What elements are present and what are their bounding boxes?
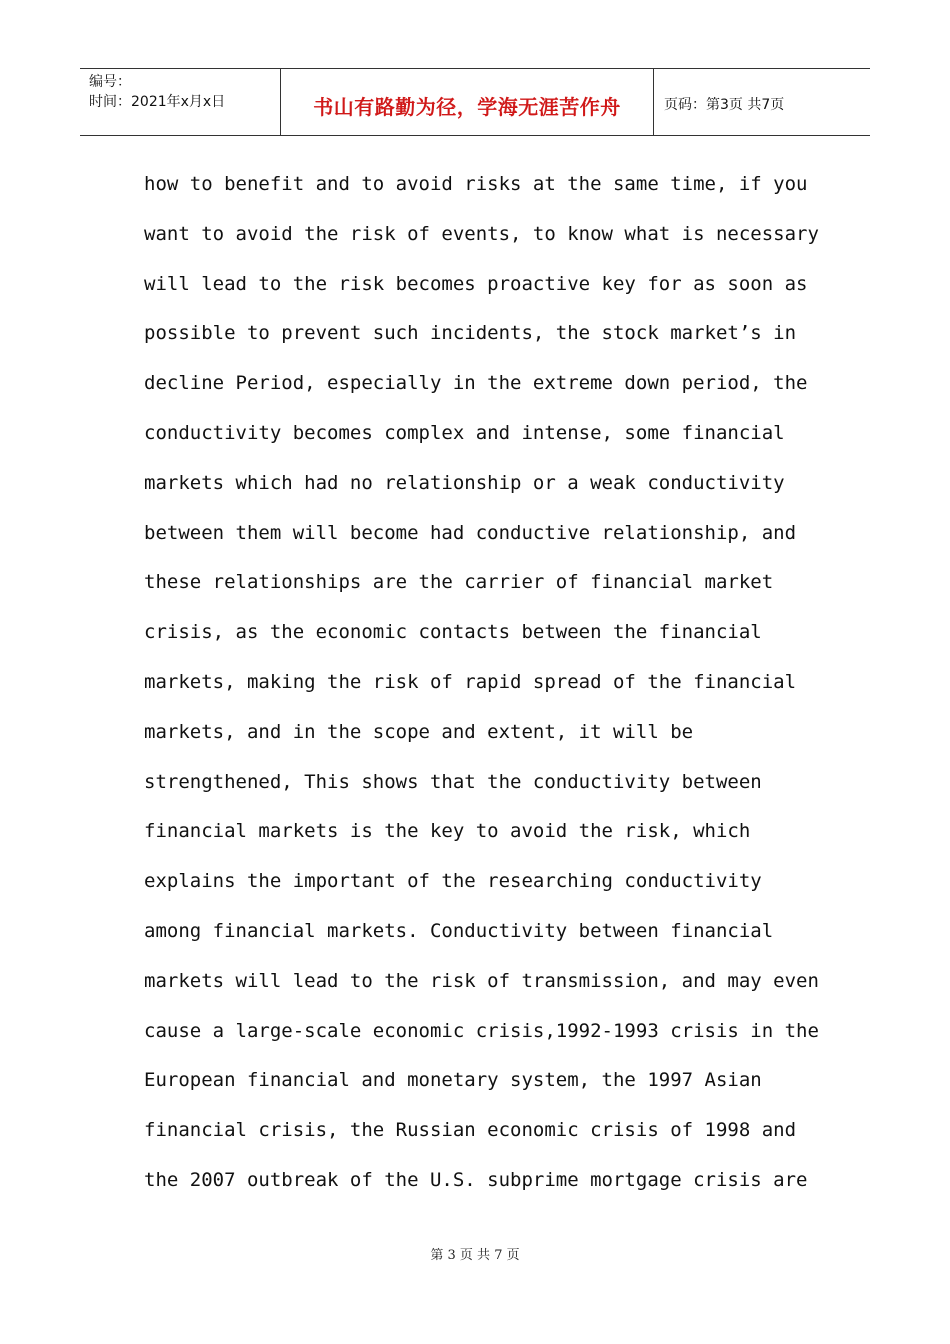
body-line: these relationships are the carrier of financial market <box>144 571 774 594</box>
body-line: European financial and monetary system, the 1997 Asian <box>144 1069 762 1092</box>
page-footer: 第 3 页 共 7 页 <box>430 1248 520 1263</box>
body-line: conductivity becomes complex and intense, some financial <box>144 421 785 444</box>
body-line: the 2007 outbreak of the U.S. subprime mortgage crisis are <box>144 1168 808 1191</box>
header-meta <box>80 69 281 135</box>
body-line: strengthened, This shows that the conductivity between <box>144 770 762 793</box>
body-line: financial markets is the key to avoid the risk, which <box>144 820 751 843</box>
document-date: 时间：2021年x月x日 <box>89 94 226 110</box>
page-header <box>80 68 870 136</box>
body-line: markets, and in the scope and extent, it will be <box>144 720 694 743</box>
body-line: possible to prevent such incidents, the stock market’s in <box>144 322 797 345</box>
body-line: markets which had no relationship or a weak conductivity <box>144 471 785 494</box>
body-line: between them will become had conductive relationship, and <box>144 521 797 544</box>
body-line: will lead to the risk becomes proactive key for as soon as <box>144 272 808 295</box>
header-page-info: 页码：第3页 共7页 <box>664 97 785 113</box>
body-line: among financial markets. Conductivity between financial <box>144 919 774 942</box>
body-line: crisis, as the economic contacts between the financial <box>144 621 762 644</box>
header-motto: 书山有路勤为径，学海无涯苦作舟 <box>281 69 654 135</box>
body-text <box>144 160 824 1206</box>
body-line: financial crisis, the Russian economic crisis of 1998 and <box>144 1119 797 1142</box>
document-number-label: 编号： <box>89 74 131 90</box>
body-line: explains the important of the researching conductivity <box>144 870 762 893</box>
body-line: decline Period, especially in the extreme down period, the <box>144 372 808 395</box>
body-line: how to benefit and to avoid risks at the same time, if you <box>144 173 808 195</box>
body-line: want to avoid the risk of events, to know what is necessary <box>144 222 819 245</box>
body-line: markets will lead to the risk of transmission, and may even <box>144 969 819 992</box>
body-line: markets, making the risk of rapid spread of the financial <box>144 670 797 693</box>
body-line: cause a large-scale economic crisis,1992-1993 crisis in the <box>144 1019 819 1042</box>
